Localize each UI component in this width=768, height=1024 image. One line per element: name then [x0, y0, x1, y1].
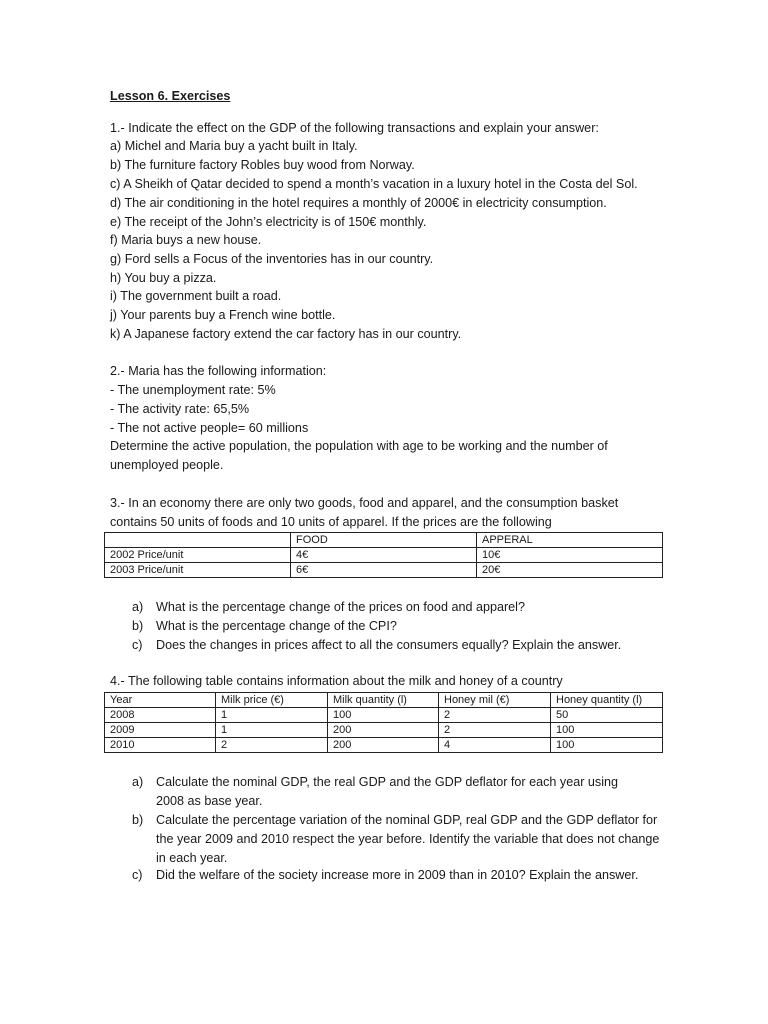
question-marker: a)	[132, 600, 144, 614]
table-cell: 2003 Price/unit	[105, 563, 291, 578]
exercise-1-item: b) The furniture factory Robles buy wood from Norway.	[110, 158, 415, 172]
question-text: Did the welfare of the society increase more in 2009 than in 2010? Explain the answer.	[156, 868, 639, 882]
table-cell: 2	[439, 708, 551, 723]
exercise-4-intro: 4.- The following table contains information about the milk and honey of a country	[110, 674, 563, 688]
table-cell: 6€	[291, 563, 477, 578]
table-header-cell: Honey quantity (l)	[551, 693, 663, 708]
exercise-2-item: - The not active people= 60 millions	[110, 421, 309, 435]
table-cell: 100	[551, 723, 663, 738]
question-marker: c)	[132, 868, 143, 882]
page-title: Lesson 6. Exercises	[110, 89, 231, 103]
table-header-cell: Honey mil (€)	[439, 693, 551, 708]
table-header-cell: Milk quantity (l)	[328, 693, 439, 708]
exercise-1-intro: 1.- Indicate the effect on the GDP of the following transactions and explain your answer:	[110, 121, 599, 135]
question-text: What is the percentage change of the prices on food and apparel?	[156, 600, 525, 614]
table-cell: 100	[328, 708, 439, 723]
table-header-row	[105, 533, 663, 548]
exercise-3-intro: contains 50 units of foods and 10 units of apparel. If the prices are the following	[110, 515, 552, 529]
question-text: What is the percentage change of the CPI?	[156, 619, 397, 633]
table-cell: 50	[551, 708, 663, 723]
table-row	[105, 708, 663, 723]
table-cell: 2009	[105, 723, 216, 738]
table-header-cell: Milk price (€)	[216, 693, 328, 708]
exercise-1-item: e) The receipt of the John’s electricity is of 150€ monthly.	[110, 215, 427, 229]
exercise-1-item: a) Michel and Maria buy a yacht built in Italy.	[110, 139, 358, 153]
table-header-row	[105, 693, 663, 708]
table-cell: 2010	[105, 738, 216, 753]
question-text: Calculate the nominal GDP, the real GDP and the GDP deflator for each year using 2008 as base year.	[156, 775, 619, 808]
table-cell: 2	[439, 723, 551, 738]
table-cell: 2008	[105, 708, 216, 723]
exercise-2-item: - The unemployment rate: 5%	[110, 383, 276, 397]
price-table	[104, 532, 663, 578]
table-cell: 1	[216, 723, 328, 738]
table-cell: 200	[328, 738, 439, 753]
table-cell: 2	[216, 738, 328, 753]
table-cell: 100	[551, 738, 663, 753]
table-row	[105, 548, 663, 563]
table-cell: 1	[216, 708, 328, 723]
table-cell: 4	[439, 738, 551, 753]
table-cell: 200	[328, 723, 439, 738]
table-header-cell	[105, 533, 291, 548]
exercise-2-intro: 2.- Maria has the following information:	[110, 364, 327, 378]
table-cell: 10€	[477, 548, 663, 563]
table-cell: 4€	[291, 548, 477, 563]
question-marker: a)	[132, 775, 144, 789]
table-cell: 2002 Price/unit	[105, 548, 291, 563]
question-marker: b)	[132, 619, 144, 633]
question-text: Calculate the percentage variation of the nominal GDP, real GDP and the GDP deflator for the year 2009 and 2010 respect the year before. Identify the variable that does not change in each year.	[156, 813, 660, 865]
exercise-2-item: - The activity rate: 65,5%	[110, 402, 250, 416]
question-text: Does the changes in prices affect to all the consumers equally? Explain the answer.	[156, 638, 622, 652]
exercise-1-item: i) The government built a road.	[110, 289, 282, 303]
exercise-1-item: g) Ford sells a Focus of the inventories has in our country.	[110, 252, 434, 266]
table-header-cell: Year	[105, 693, 216, 708]
exercise-2-task: Determine the active population, the population with age to be working and the number of	[110, 439, 608, 453]
table-row	[105, 738, 663, 753]
exercise-1-item: d) The air conditioning in the hotel requires a monthly of 2000€ in electricity consumption.	[110, 196, 607, 210]
table-cell: 20€	[477, 563, 663, 578]
milk-honey-table	[104, 692, 663, 753]
question-marker: c)	[132, 638, 143, 652]
exercise-1-item: k) A Japanese factory extend the car factory has in our country.	[110, 327, 462, 341]
table-row	[105, 723, 663, 738]
exercise-1-item: j) Your parents buy a French wine bottle.	[110, 308, 336, 322]
exercise-1-item: f) Maria buys a new house.	[110, 233, 262, 247]
table-row	[105, 563, 663, 578]
exercise-3-intro: 3.- In an economy there are only two goods, food and apparel, and the consumption basket	[110, 496, 619, 510]
exercise-1-item: h) You buy a pizza.	[110, 271, 217, 285]
question-marker: b)	[132, 813, 144, 827]
exercise-2-task: unemployed people.	[110, 458, 224, 472]
exercise-1-item: c) A Sheikh of Qatar decided to spend a month’s vacation in a luxury hotel in the Costa del Sol.	[110, 177, 638, 191]
table-header-cell: APPERAL	[477, 533, 663, 548]
table-header-cell: FOOD	[291, 533, 477, 548]
